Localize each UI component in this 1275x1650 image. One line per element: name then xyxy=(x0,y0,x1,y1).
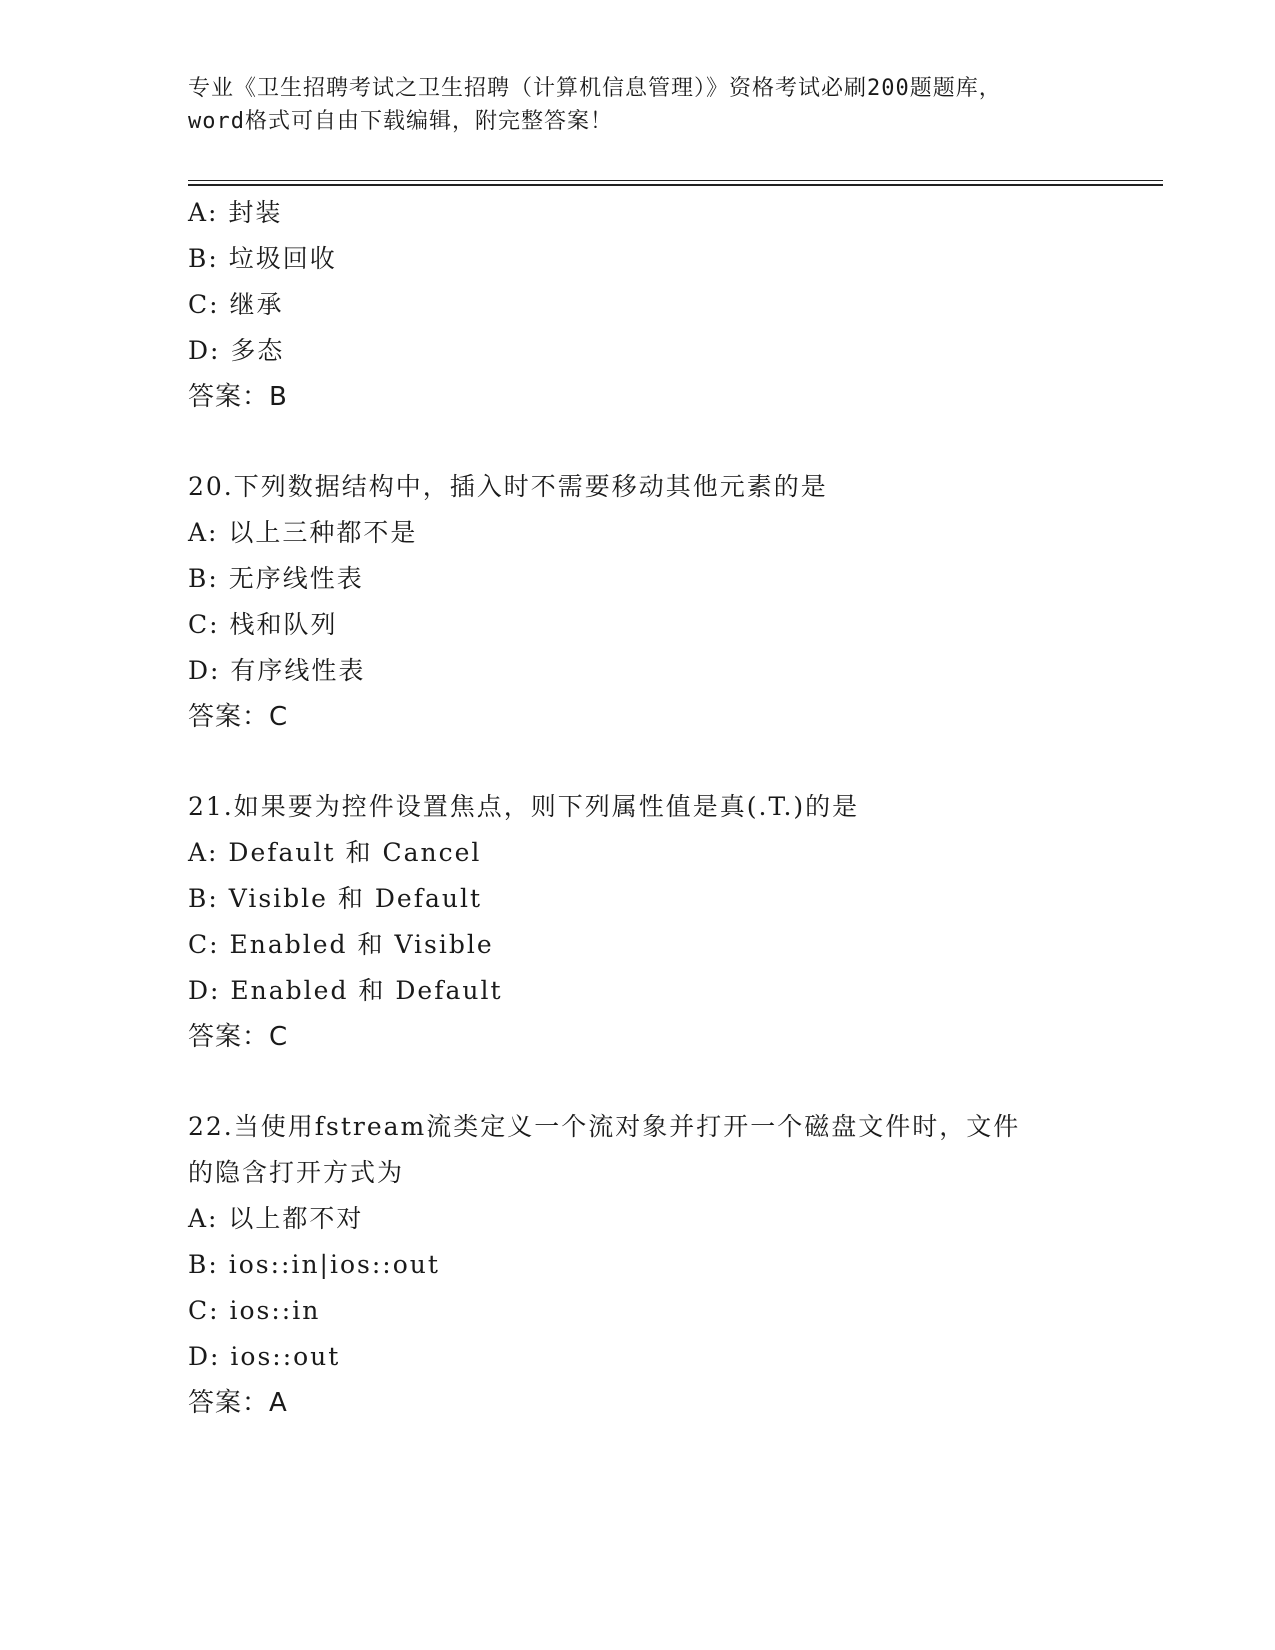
header-title-line-2: word格式可自由下载编辑，附完整答案！ xyxy=(188,109,613,134)
option-c: C: ios::in xyxy=(188,1296,321,1325)
option-b: B: Visible 和 Default xyxy=(188,884,483,913)
option-d: D: ios::out xyxy=(188,1342,341,1371)
question-text-line-1: 22.当使用fstream流类定义一个流对象并打开一个磁盘文件时，文件 xyxy=(188,1112,1021,1141)
option-a: A: Default 和 Cancel xyxy=(188,838,482,867)
spacer xyxy=(188,420,1128,464)
option-c: C: 栈和队列 xyxy=(188,610,338,639)
option-d: D: 多态 xyxy=(188,336,285,365)
option-b: B: 垃圾回收 xyxy=(188,244,337,273)
question-block-19 xyxy=(188,190,1128,420)
question-text-line-2: 的隐含打开方式为 xyxy=(188,1158,405,1187)
option-a: A: 以上都不对 xyxy=(188,1204,364,1233)
header-divider-thick xyxy=(188,184,1163,186)
option-b: B: ios::in|ios::out xyxy=(188,1250,440,1279)
answer-line: 答案：B xyxy=(188,382,288,412)
question-text: 21.如果要为控件设置焦点，则下列属性值是真(.T.)的是 xyxy=(188,792,860,821)
document-header xyxy=(188,72,1088,138)
header-divider-thin xyxy=(188,180,1163,181)
question-block-21 xyxy=(188,784,1128,1060)
question-block-20 xyxy=(188,464,1128,740)
option-c: C: Enabled 和 Visible xyxy=(188,930,494,959)
option-d: D: Enabled 和 Default xyxy=(188,976,503,1005)
option-d: D: 有序线性表 xyxy=(188,656,366,685)
option-a: A: 以上三种都不是 xyxy=(188,518,418,547)
option-b: B: 无序线性表 xyxy=(188,564,364,593)
question-block-22 xyxy=(188,1104,1128,1426)
question-content xyxy=(188,190,1128,1426)
spacer xyxy=(188,1060,1128,1104)
answer-line: 答案：C xyxy=(188,1022,289,1052)
header-title-line-1: 专业《卫生招聘考试之卫生招聘（计算机信息管理）》资格考试必刷200题题库， xyxy=(188,76,1002,101)
answer-line: 答案：A xyxy=(188,1388,288,1418)
answer-line: 答案：C xyxy=(188,702,289,732)
spacer xyxy=(188,740,1128,784)
question-text: 20.下列数据结构中，插入时不需要移动其他元素的是 xyxy=(188,472,828,501)
option-c: C: 继承 xyxy=(188,290,284,319)
option-a: A: 封装 xyxy=(188,198,283,227)
